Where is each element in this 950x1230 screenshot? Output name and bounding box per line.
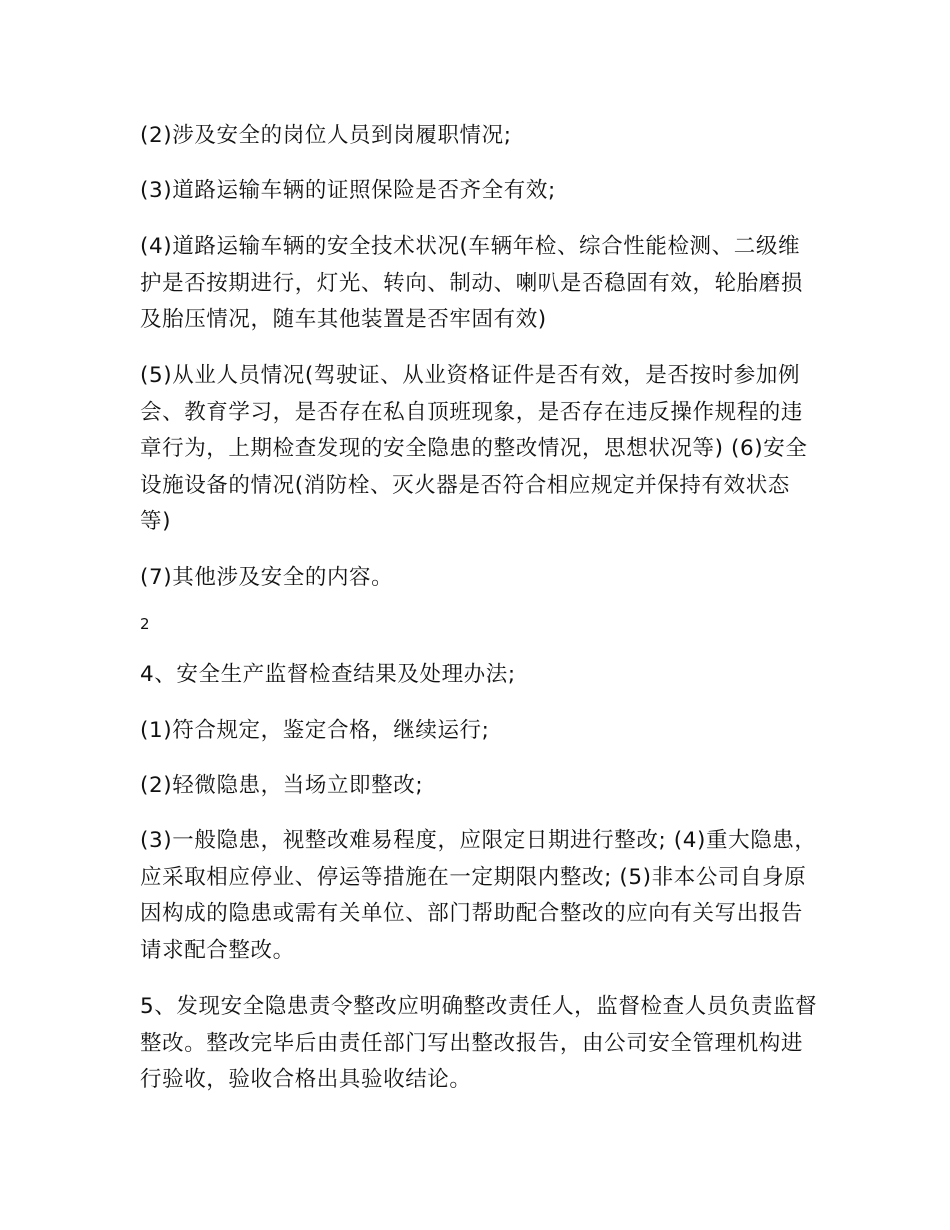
paragraph-staff-and-facilities: (5)从业人员情况(驾驶证、从业资格证件是否有效，是否按时参加例会、教育学习，是否存在私自顶班现象，是否存在违反操作规程的违章行为，上期检查发现的安全隐患的整改情况，思想状况等) (6)安全设施设备的情况(消防栓、灭火器是否符合相应规定并保持有效状态等): [140, 363, 808, 534]
paragraph-duty-performance: (2)涉及安全的岗位人员到岗履职情况;: [140, 123, 512, 148]
paragraph-vehicle-certificates: (3)道路运输车辆的证照保险是否齐全有效;: [140, 178, 556, 203]
paragraph-vehicle-technical-status: (4)道路运输车辆的安全技术状况(车辆年检、综合性能检测、二级维护是否按期进行，灯光、转向、制动、喇叭是否稳固有效，轮胎磨损及胎压情况，随车其他装置是否牢固有效): [140, 234, 804, 332]
paragraph-other-safety-content: (7)其他涉及安全的内容。: [140, 565, 394, 590]
paragraph-inspection-results-heading: 4、安全生产监督检查结果及处理办法;: [140, 662, 516, 687]
paragraph-result-qualified: (1)符合规定，鉴定合格，继续运行;: [140, 718, 490, 743]
paragraph-result-minor-hazard: (2)轻微隐患，当场立即整改;: [140, 773, 424, 798]
page-number: 2: [140, 615, 150, 633]
paragraph-result-general-major-hazard: (3)一般隐患，视整改难易程度，应限定日期进行整改; (4)重大隐患，应采取相应停业、停运等措施在一定期限内整改; (5)非本公司自身原因构成的隐患或需有关单位、部门帮助配合整改的应向有关写出报告请求配合整改。: [140, 828, 817, 963]
paragraph-rectification-responsibility: 5、发现安全隐患责令整改应明确整改责任人，监督检查人员负责监督整改。整改完毕后由责任部门写出整改报告，由公司安全管理机构进行验收，验收合格出具验收结论。: [140, 994, 818, 1092]
